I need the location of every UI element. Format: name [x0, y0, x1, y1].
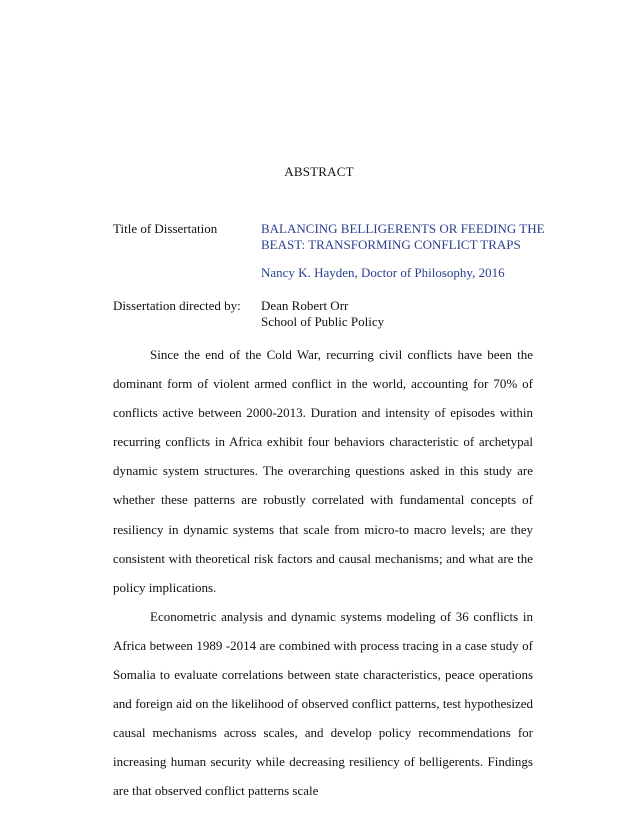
- dissertation-title-line-2: BEAST: TRANSFORMING CONFLICT TRAPS: [261, 237, 521, 252]
- abstract-paragraph-2: Econometric analysis and dynamic systems modeling of 36 conflicts in Africa between 1989 -2014 are combined with process tracing in a case study of Somalia to evaluate correlations between state characteristics, peace operations and foreign aid on the likelihood of observed conflict patterns, test hypothesized causal mechanisms across scales, and develop policy recommendations for increasing human security while decreasing resiliency of belligerents. Findings are that observed conflict patterns scale: [113, 608, 533, 799]
- director-name: Dean Robert Orr: [261, 298, 349, 313]
- abstract-heading: ABSTRACT: [284, 164, 354, 179]
- abstract-paragraph-1: Since the end of the Cold War, recurring civil conflicts have been the dominant form of violent armed conflict in the world, accounting for 70% of conflicts active between 2000-2013. Duration and intensity of episodes within recurring conflicts in Africa exhibit four behaviors characteristic of archetypal dynamic system structures. The overarching questions asked in this study are whether these patterns are robustly correlated with fundamental concepts of resiliency in dynamic systems that scale from micro-to macro levels; are they consistent with theoretical risk factors and causal mechanisms; and what are the policy implications.: [113, 347, 533, 595]
- director-school: School of Public Policy: [261, 314, 385, 329]
- director-label: Dissertation directed by:: [113, 298, 241, 313]
- dissertation-title-line-1: BALANCING BELLIGERENTS OR FEEDING THE: [261, 221, 545, 236]
- title-label: Title of Dissertation: [113, 221, 218, 236]
- abstract-body: [113, 340, 533, 806]
- author-line: Nancy K. Hayden, Doctor of Philosophy, 2016: [261, 265, 505, 280]
